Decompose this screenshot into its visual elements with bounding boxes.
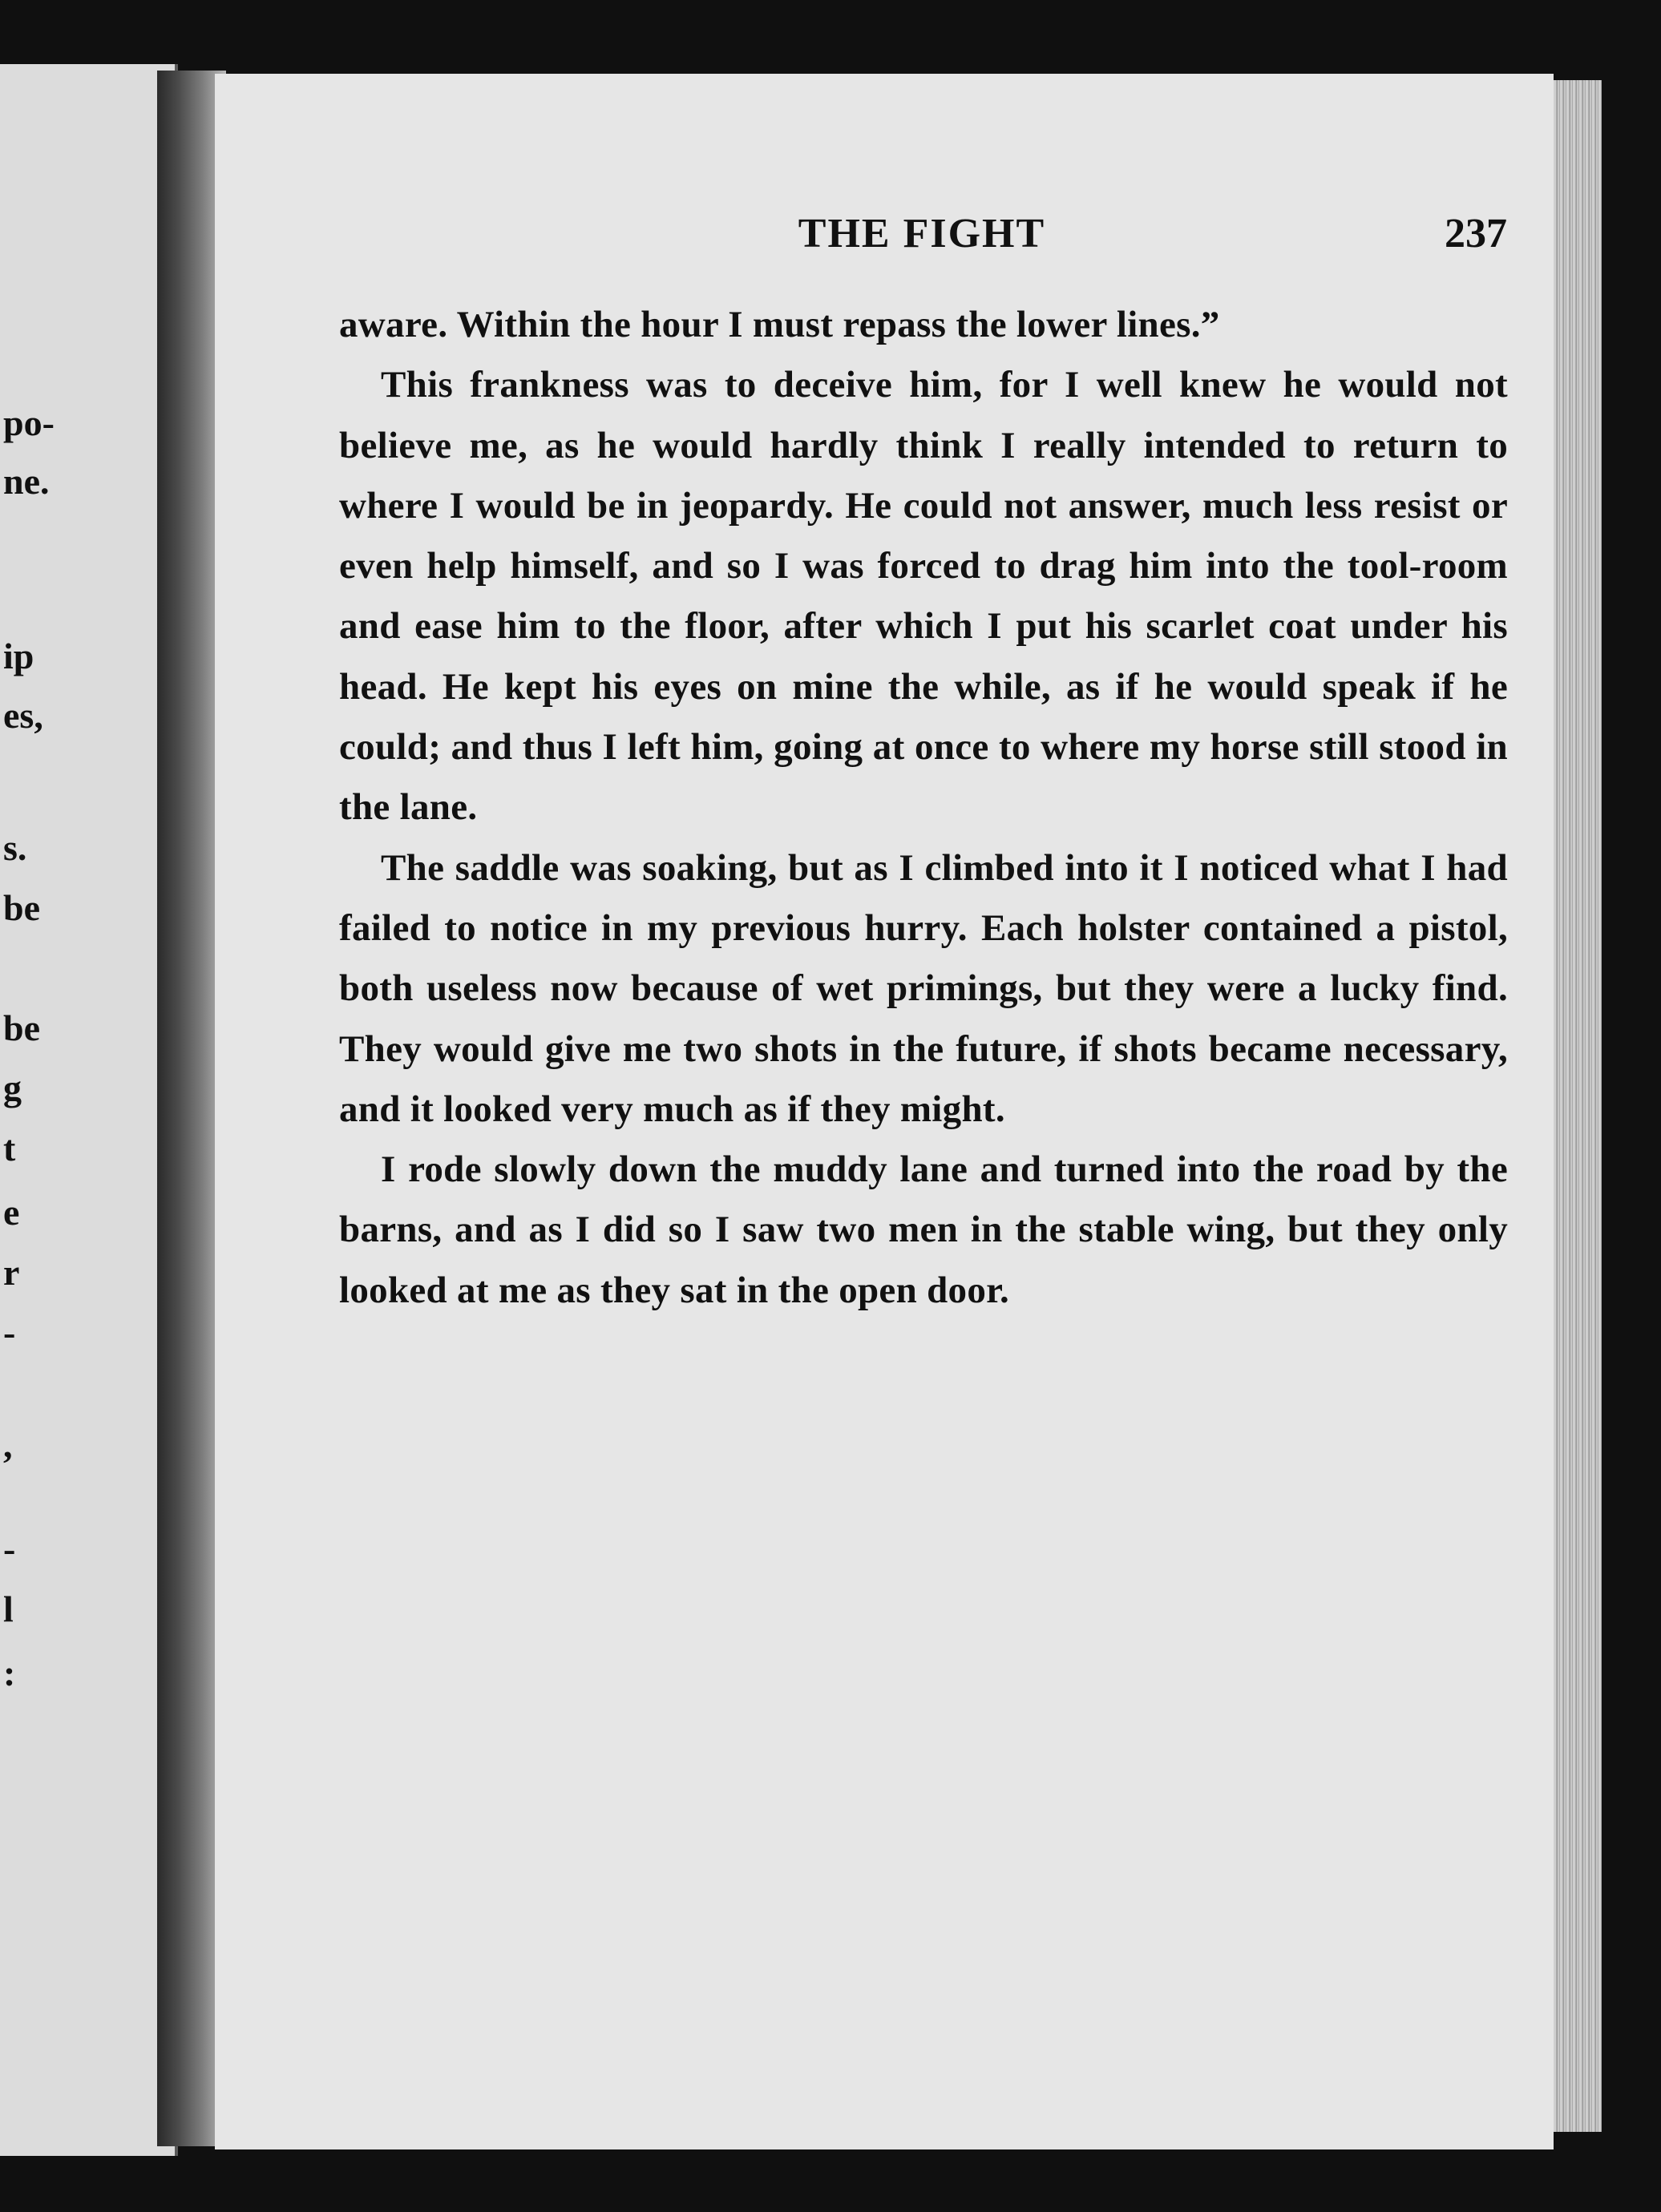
left-page-fragment: t [3, 1128, 16, 1169]
page-stack-edge [1554, 80, 1602, 2132]
left-page-fragment: ip [3, 636, 34, 676]
left-page-fragment: r [3, 1252, 20, 1293]
previous-page [0, 64, 178, 2156]
paragraph: aware. Within the hour I must repass the lower lines.” [339, 304, 1220, 345]
left-page-fragment: be [3, 1007, 40, 1048]
left-page-fragment: ne. [3, 461, 50, 502]
running-head-title: THE FIGHT [798, 211, 1046, 256]
left-page-fragment: e [3, 1192, 20, 1233]
left-page-fragment: es, [3, 695, 43, 736]
left-page-fragment: : [3, 1653, 16, 1693]
paragraph: This frankness was to deceive him, for I well knew he would not believe me, as he would hardly think I really intended to return to where I would be in jeopardy. He could not answer, much less resist or even help himself, and so I was forced to drag him into the tool-room and ease him to the floor, after which I put his scarlet coat under his head. He kept his eyes on mine the while, as if he would speak if he could; and thus I left him, going at once to where my horse still stood in the lane. [339, 364, 1508, 829]
left-page-fragment: l [3, 1588, 14, 1629]
left-page-fragment: po- [3, 402, 55, 443]
page-number: 237 [1445, 211, 1507, 256]
book-page [215, 74, 1554, 2149]
paragraph: The saddle was soaking, but as I climbed into it I noticed what I had failed to notice in my previous hurry. Each holster contained a pistol, both useless now because of wet primings, but they were a lucky find. They would give me two shots in the future, if shots became necessary, and it looked very much as if they might. [339, 846, 1508, 1130]
paragraph: I rode slowly down the muddy lane and turned into the road by the barns, and as I did so I saw two men in the stable wing, but they only looked at me as they sat in the open door. [339, 1148, 1508, 1311]
left-page-fragment: - [3, 1528, 16, 1569]
left-page-fragment: g [3, 1068, 22, 1108]
page-header [337, 210, 1507, 266]
left-page-fragment: , [3, 1424, 13, 1465]
left-page-fragment: be [3, 887, 40, 928]
left-page-fragment: s. [3, 827, 27, 868]
left-page-fragment: - [3, 1312, 16, 1353]
page-body [339, 295, 1508, 1321]
